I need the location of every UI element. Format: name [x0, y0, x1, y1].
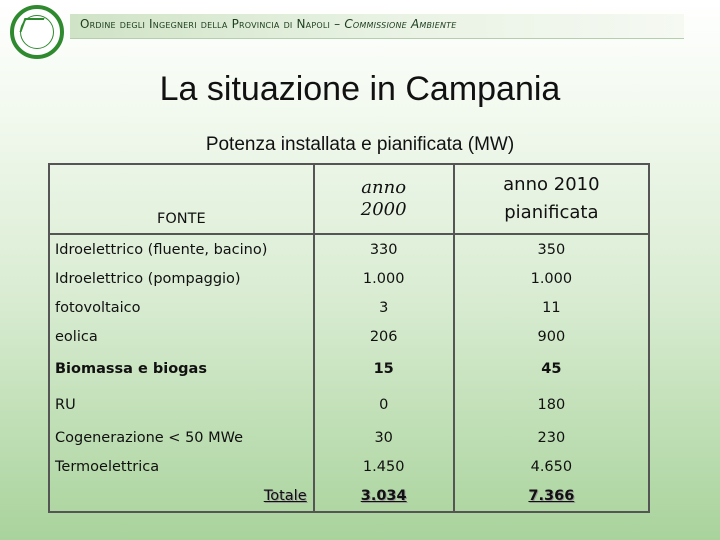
col-2000-line1: anno: [361, 177, 407, 198]
row-fonte: eolica: [49, 322, 314, 351]
row-value-2000: 330: [314, 234, 454, 264]
row-fonte: RU: [49, 387, 314, 423]
col-2010-line1: anno 2010: [503, 174, 600, 195]
row-fonte: Termoelettrica: [49, 452, 314, 481]
row-value-2010: 900: [454, 322, 649, 351]
header-org: Ordine degli Ingegneri della Provincia di Napoli: [80, 17, 331, 31]
col-fonte-header: FONTE: [49, 164, 314, 234]
row-value-2000: 3: [314, 293, 454, 322]
row-value-2000: 1.450: [314, 452, 454, 481]
col-2010-header: [454, 164, 649, 234]
row-fonte: Biomassa e biogas: [49, 351, 314, 387]
col-2000-header: [314, 164, 454, 234]
row-fonte: Idroelettrico (pompaggio): [49, 264, 314, 293]
total-value-2010: 7.366: [454, 481, 649, 512]
order-logo: [10, 5, 64, 59]
table-row: [49, 293, 649, 322]
row-value-2010: 1.000: [454, 264, 649, 293]
table-total-row: [49, 481, 649, 512]
total-value-2000: 3.034: [314, 481, 454, 512]
table-row: [49, 387, 649, 423]
row-value-2010: 230: [454, 423, 649, 452]
table-header-row: [49, 164, 649, 234]
row-value-2010: 45: [454, 351, 649, 387]
row-value-2010: 4.650: [454, 452, 649, 481]
row-value-2000: 0: [314, 387, 454, 423]
col-2000-line2: 2000: [360, 199, 407, 220]
table-row: [49, 234, 649, 264]
col-2010-line2: pianificata: [504, 202, 599, 223]
total-label-cell: [49, 481, 314, 512]
row-value-2000: 206: [314, 322, 454, 351]
page-subtitle: Potenza installata e pianificata (MW): [205, 134, 515, 155]
table-row: [49, 452, 649, 481]
row-value-2000: 30: [314, 423, 454, 452]
header-separator: –: [330, 17, 345, 31]
page-title: La situazione in Campania: [159, 70, 561, 108]
header-commission: Commissione Ambiente: [344, 17, 457, 31]
row-value-2010: 11: [454, 293, 649, 322]
power-table: [48, 163, 650, 513]
row-value-2000: 15: [314, 351, 454, 387]
row-fonte: Cogenerazione < 50 MWe: [49, 423, 314, 452]
row-fonte: Idroelettrico (fluente, bacino): [49, 234, 314, 264]
table-row: [49, 423, 649, 452]
table-row: [49, 264, 649, 293]
row-value-2000: 1.000: [314, 264, 454, 293]
total-label: Totale: [263, 488, 307, 504]
table-row: [49, 322, 649, 351]
header-title: [80, 17, 680, 31]
row-value-2010: 180: [454, 387, 649, 423]
table-row: [49, 351, 649, 387]
row-value-2010: 350: [454, 234, 649, 264]
row-fonte: fotovoltaico: [49, 293, 314, 322]
